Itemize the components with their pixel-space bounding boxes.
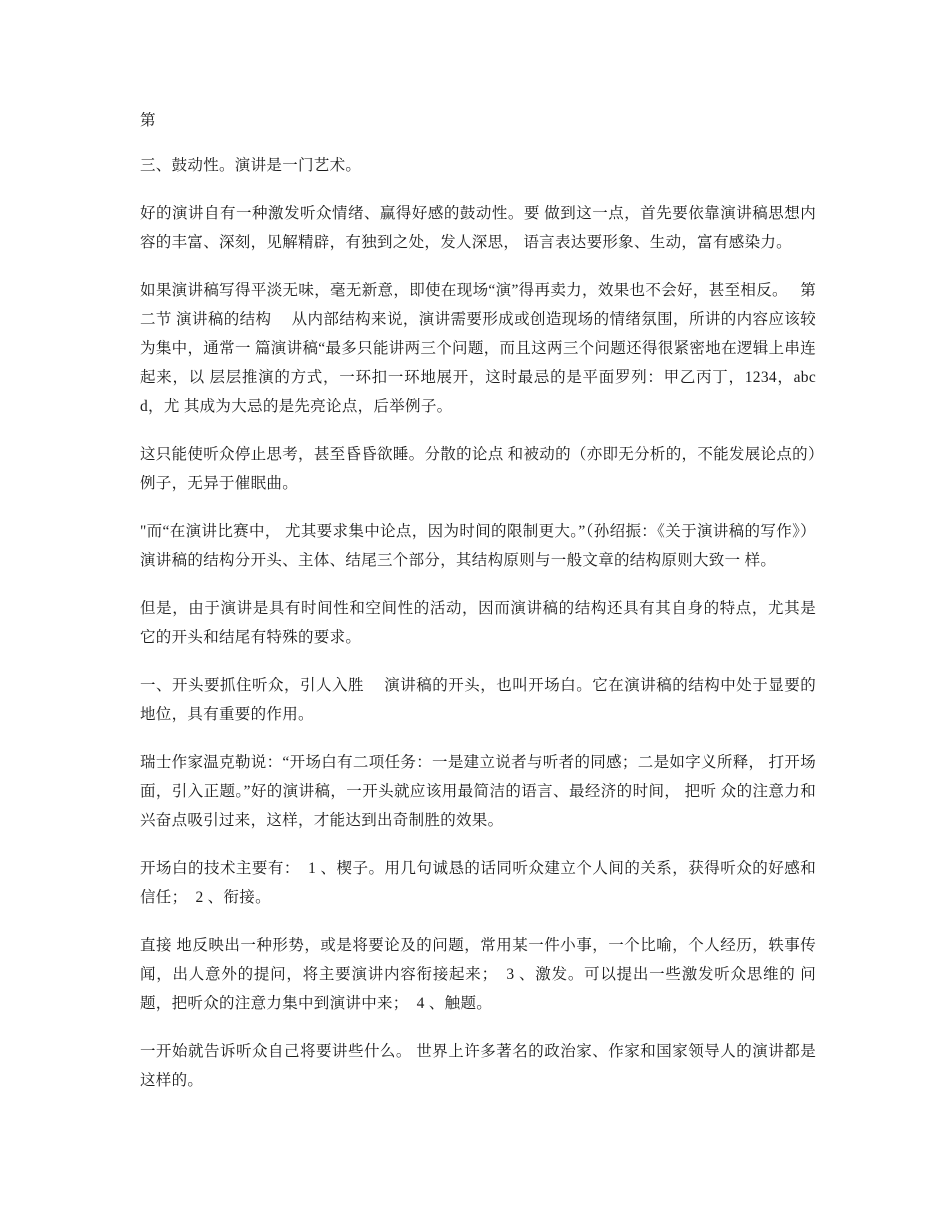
document-content [140, 106, 816, 1114]
paragraph: 但是，由于演讲是具有时间性和空间性的活动，因而演讲稿的结构还具有其自身的特点，尤其是它的开头和结尾有特殊的要求。 [140, 600, 816, 646]
paragraph: 三、鼓动性。演讲是一门艺术。 [140, 157, 362, 174]
paragraph: 一开始就告诉听众自己将要讲些什么。 世界上许多著名的政治家、作家和国家领导人的演讲都是这样的。 [140, 1043, 816, 1089]
paragraph: 瑞士作家温克勒说：“开场白有二项任务：一是建立说者与听者的同感；二是如字义所释， 打开场面，引入正题。”好的演讲稿，一开头就应该用最简洁的语言、最经济的时间， 把听 众的注意力和兴奋点吸引过来，这样，才能达到出奇制胜的效果。 [140, 754, 816, 829]
paragraph: 好的演讲自有一种激发听众情绪、赢得好感的鼓动性。要 做到这一点，首先要依靠演讲稿思想内容的丰富、深刻，见解精辟，有独到之处，发人深思， 语言表达要形象、生动，富有感染力。 [140, 205, 816, 251]
paragraph: 一、开头要抓住听众，引人入胜 演讲稿的开头，也叫开场白。它在演讲稿的结构中处于显要的地位，具有重要的作用。 [140, 677, 816, 723]
paragraph: 第 [140, 112, 156, 129]
paragraph: 开场白的技术主要有： 1 、楔子。用几句诚恳的话同听众建立个人间的关系，获得听众的好感和信任； 2 、衔接。 [140, 860, 816, 906]
paragraph: "而“在演讲比赛中， 尤其要求集中论点，因为时间的限制更大。”（孙绍振：《关于演讲稿的写作》） 演讲稿的结构分开头、主体、结尾三个部分，其结构原则与一般文章的结构原则大致一 样。 [140, 523, 816, 569]
paragraph: 如果演讲稿写得平淡无味，毫无新意，即使在现场“演”得再卖力，效果也不会好，甚至相反。 第二节 演讲稿的结构 从内部结构来说，演讲需要形成或创造现场的情绪氛围，所讲的内容应该较为集中，通常一 篇演讲稿“最多只能讲两三个问题，而且这两三个问题还得很紧密地在逻辑上串连起来，以 层层推演的方式，一环扣一环地展开，这时最忌的是平面罗列：甲乙丙丁，1234，abcd，尤 其成为大忌的是先亮论点，后举例子。 [140, 282, 816, 415]
paragraph: 直接 地反映出一种形势，或是将要论及的问题，常用某一件小事，一个比喻，个人经历，轶事传 闻，出人意外的提问，将主要演讲内容衔接起来； 3 、激发。可以提出一些激发听众思维的 问题，把听众的注意力集中到演讲中来； 4 、触题。 [140, 937, 816, 1012]
paragraph: 这只能使听众停止思考，甚至昏昏欲睡。分散的论点 和被动的（亦即无分析的，不能发展论点的）例子，无异于催眠曲。 [140, 446, 816, 492]
